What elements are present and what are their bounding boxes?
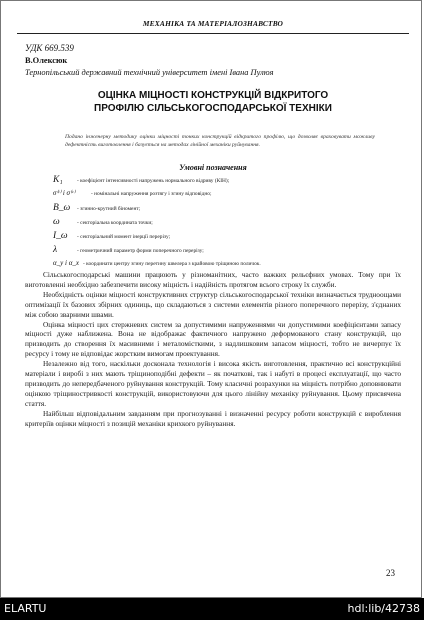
- viewer-footer: [0, 598, 424, 620]
- affiliation: Тернопільський державний технічний університет імені Івана Пулюя: [25, 68, 274, 77]
- journal-header: МЕХАНІКА ТА МАТЕРІАЛОЗНАВСТВО: [142, 19, 284, 28]
- paper-title: [17, 89, 409, 115]
- notation-item: [53, 189, 373, 203]
- notation-desc: - секторіальний момент інерції перерізу;: [77, 234, 171, 240]
- paragraph: Оцінка міцності цих стержневих систем за допустимими напруженнями чи допустимими коефіцієнтами запасу міцності дуже наближена. Вона не відображає фактичного напружено деформованого стану конструкцій, що призводить до створення їх масивними і металомісткими, з надлишковим запасом міцності, тобто не вичерпує їх ресурсу і тому не відповідає жорстким вимогам проектування.: [25, 319, 401, 359]
- paragraph: Найбільш відповідальним завданням при прогнозуванні і визначенні ресурсу роботи конструкцій є вироблення критеріїв оцінки міцності з позицій механіки крихкого руйнування.: [25, 408, 401, 428]
- notation-desc: - геометричний параметр форми поперечного перерізу;: [77, 248, 204, 254]
- notation-item: [53, 203, 373, 217]
- abstract: Подано інженерну методику оцінки міцності тонких конструкцій відкритого профілю, що дозволяє враховувати можливу дефектність виготовлення і базується на методах лінійної механіки руйнування.: [65, 134, 375, 148]
- header-rule: [17, 33, 409, 34]
- notation-item: [53, 217, 373, 231]
- body-text: [25, 270, 401, 429]
- notation-desc: - координати центру згину перетину швелера з крайовою тріщиною поличок.: [83, 261, 261, 267]
- notation-desc: - номінальні напруження розтягу і згину відповідно;: [91, 191, 212, 197]
- notation-symbol: I_ω: [53, 231, 68, 241]
- notation-symbol: λ: [53, 245, 58, 255]
- notation-symbol: α_y і α_x: [53, 259, 80, 267]
- udk-code: УДК 669.539: [25, 43, 74, 53]
- repository-name: ELARTU: [4, 602, 47, 615]
- handle-id: hdl:lib/42738: [347, 602, 420, 615]
- notation-symbol: σ⁽ᵗ⁾ і σ⁽ᶜ⁾: [53, 189, 76, 197]
- notation-desc: - коефіцієнт інтенсивності напружень нормального відриву (КІН);: [77, 178, 230, 184]
- paragraph: Необхідність оцінки міцності конструктивних структур сільськогосподарської техніки визначається трудноощами оптимізації їх базових збірних одиниць, що складаються з системи елементів різного поперечного перерізу, з'єднаних між собою зварними швами.: [25, 289, 401, 319]
- page-number: 23: [386, 568, 395, 578]
- notation-item: [53, 231, 373, 245]
- notation-heading: Умовні позначення: [179, 163, 247, 172]
- author-name: В.Олексюк: [25, 56, 68, 65]
- notation-symbol: B_ω: [53, 203, 71, 213]
- notation-desc: - секторіальна координата точки;: [77, 220, 153, 226]
- notation-item: [53, 175, 373, 189]
- notation-symbol: ω: [53, 217, 60, 227]
- paragraph: Незалежно від того, наскільки досконала технологія і висока якість виготовлення, практично всі конструкційні матеріали і виробі з них мають тріщиноподібні дефекти – як початкові, так і набуті в процесі експлуатації, що часто призводить до непередбаченого руйнування конструкцій. Тому класичні розрахунки на міцність потрібно доповнювати оцінкою тріщиностривкості конструкцій, використовуючи для цього лінійну механіку руйнування. Цьому присвячена стаття.: [25, 359, 401, 408]
- title-line-2: ПРОФІЛЮ СІЛЬСЬКОГОСПОДАРСЬКОЇ ТЕХНІКИ: [94, 103, 332, 114]
- document-page: [17, 11, 409, 597]
- notation-desc: - згинно-крутний біномент;: [77, 206, 141, 212]
- paragraph: Сільськогосподарські машини працюють у різноманітних, часто важких рельєфних умовах. Тому при їх виготовленні необхідно забезпечити високу міцність і надійність протягом всього строку їх служби.: [25, 270, 401, 289]
- title-line-1: ОЦІНКА МІЦНОСТІ КОНСТРУКЦІЙ ВІДКРИТОГО: [97, 90, 329, 101]
- notation-list: [53, 175, 373, 273]
- notation-symbol: K₁: [53, 175, 63, 185]
- notation-item: [53, 245, 373, 259]
